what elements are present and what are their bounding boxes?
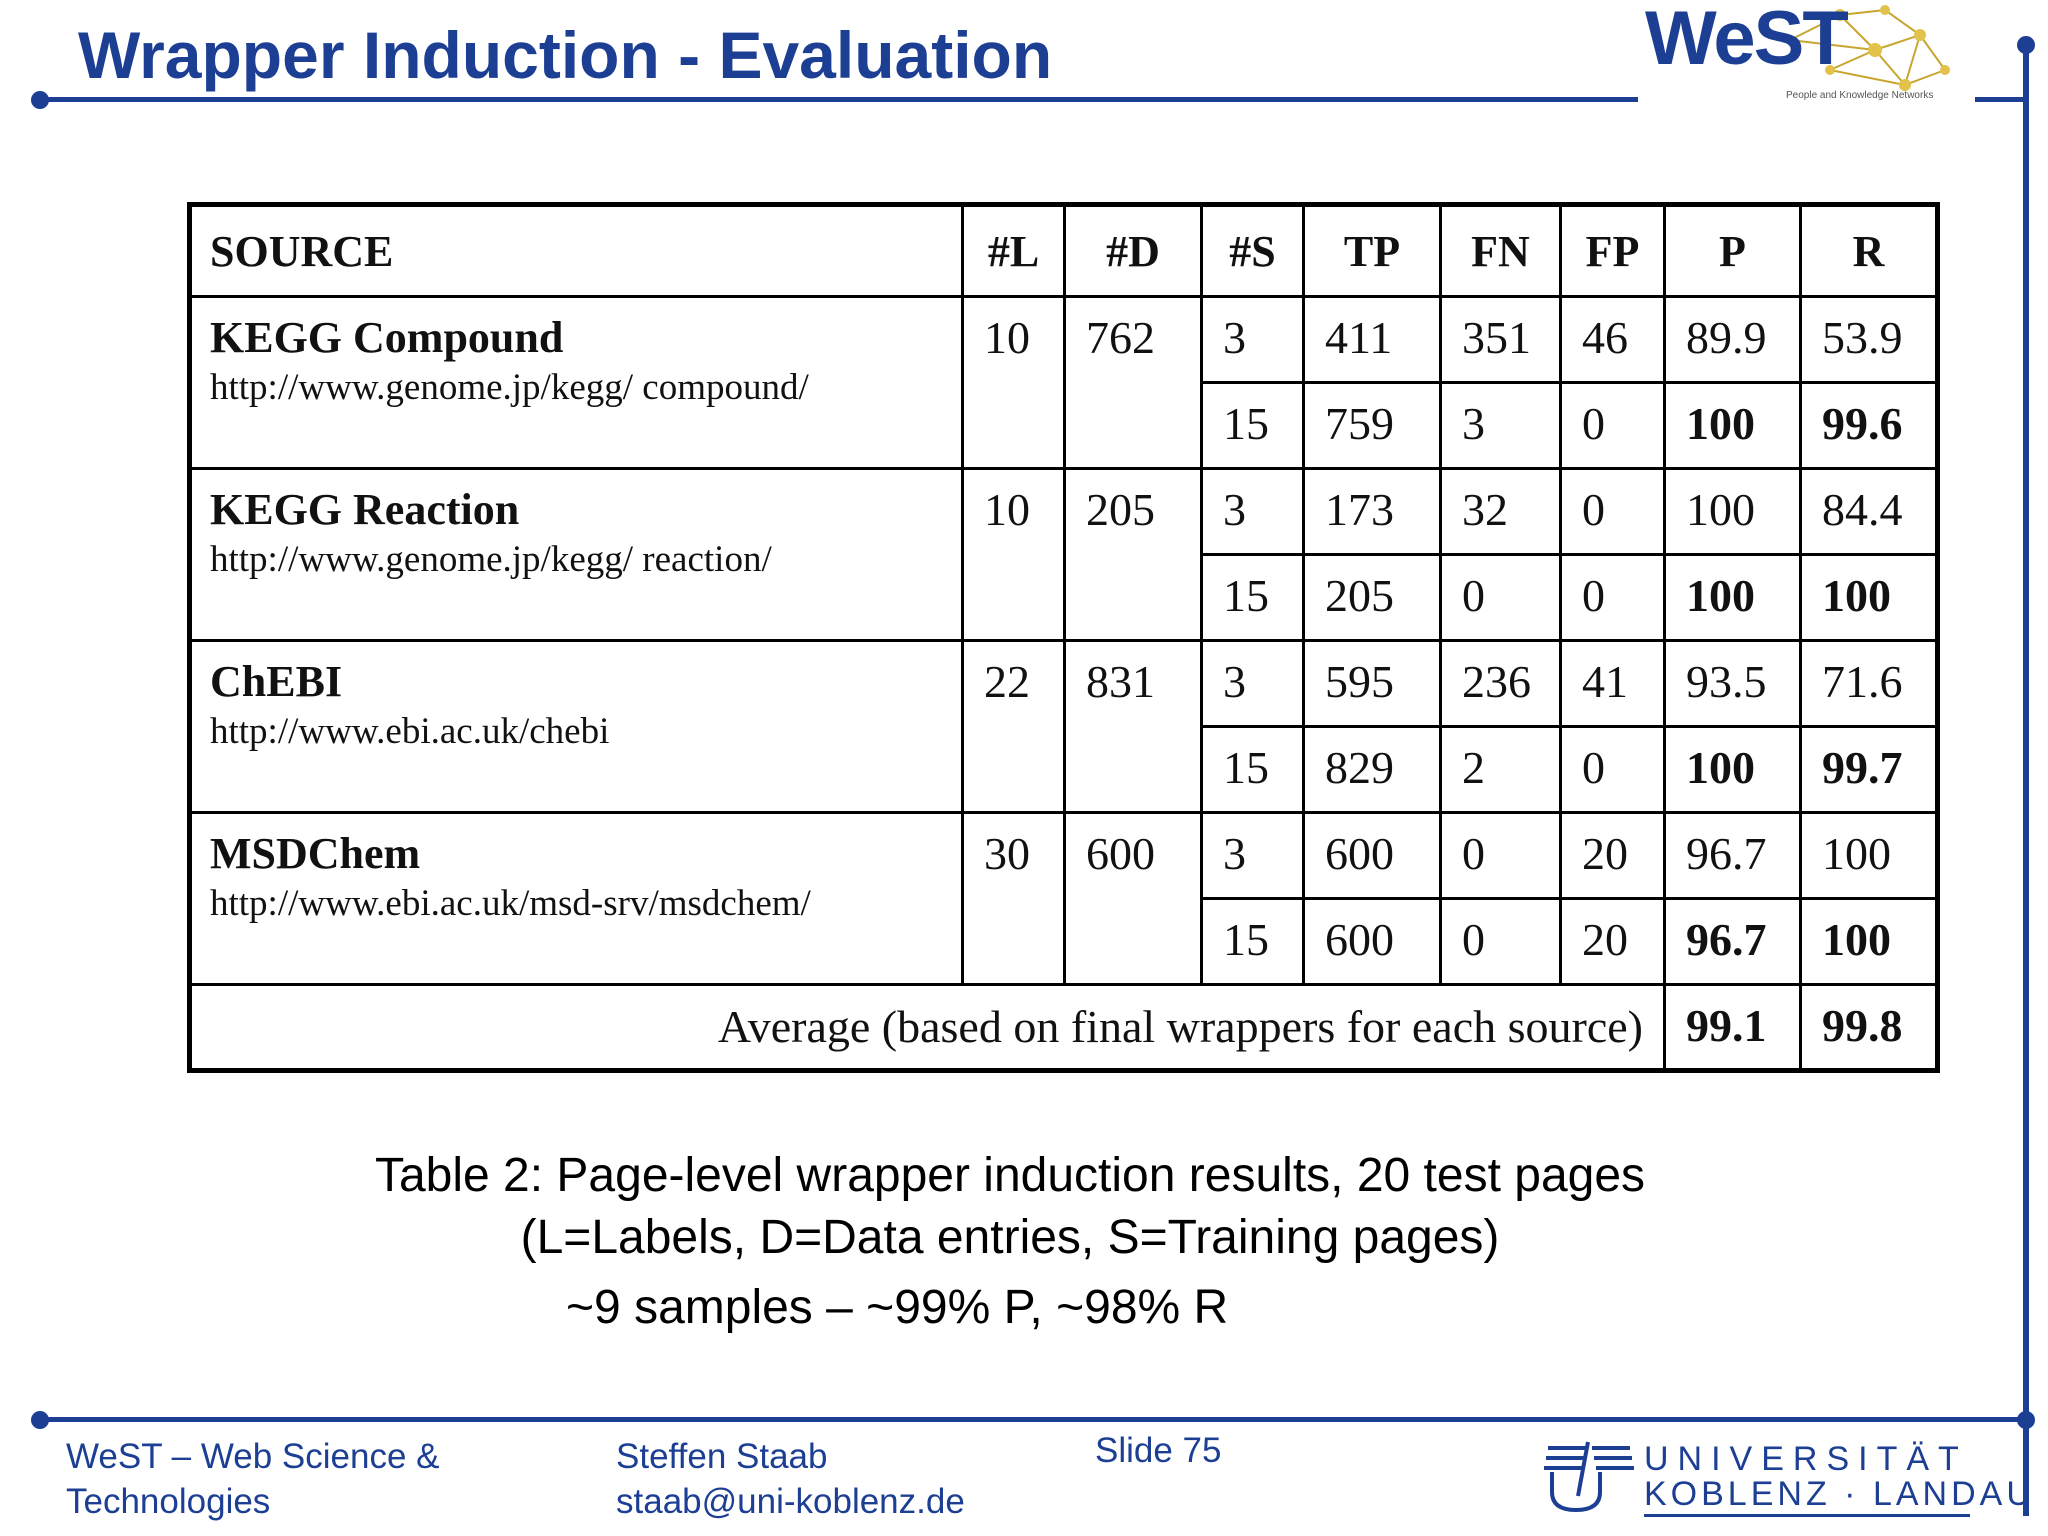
average-precision: 99.1 <box>1665 985 1801 1071</box>
university-name-line2 <box>1644 1474 2035 1514</box>
source-name: KEGG Compound <box>210 313 564 362</box>
fp-cell: 41 <box>1561 641 1665 727</box>
training-pages-cell: 3 <box>1202 297 1304 383</box>
tp-cell: 595 <box>1304 641 1441 727</box>
recall-cell: 100 <box>1801 555 1938 641</box>
source-cell <box>190 641 963 813</box>
fp-cell: 46 <box>1561 297 1665 383</box>
training-pages-cell: 15 <box>1202 383 1304 469</box>
source-url: http://www.ebi.ac.uk/chebi <box>210 711 610 752</box>
labels-cell: 10 <box>963 469 1065 641</box>
table-row <box>190 297 1938 383</box>
recall-cell: 99.6 <box>1801 383 1938 469</box>
footer-author: Steffen Staab <box>616 1437 828 1476</box>
precision-cell: 100 <box>1665 727 1801 813</box>
tp-cell: 829 <box>1304 727 1441 813</box>
header-precision: P <box>1665 205 1801 297</box>
source-cell <box>190 813 963 985</box>
footer-line-dot-left <box>31 1411 49 1429</box>
footer-line-dot-right <box>2017 1411 2035 1429</box>
precision-cell: 100 <box>1665 555 1801 641</box>
west-logo-subtitle: People and Knowledge Networks <box>1786 90 1934 101</box>
fn-cell: 0 <box>1441 555 1561 641</box>
university-city-landau: LANDAU <box>1872 1475 2035 1513</box>
recall-cell: 100 <box>1801 899 1938 985</box>
training-pages-cell: 3 <box>1202 469 1304 555</box>
tp-cell: 759 <box>1304 383 1441 469</box>
table-average-row <box>190 985 1938 1071</box>
data-entries-cell: 600 <box>1065 813 1202 985</box>
footer-email: staab@uni-koblenz.de <box>616 1482 965 1521</box>
header-labels: #L <box>963 205 1065 297</box>
fp-cell: 20 <box>1561 899 1665 985</box>
recall-cell: 53.9 <box>1801 297 1938 383</box>
source-name: MSDChem <box>210 829 421 878</box>
footer-org-line1: WeST – Web Science & <box>66 1437 440 1476</box>
precision-cell: 100 <box>1665 383 1801 469</box>
header-tp: TP <box>1304 205 1441 297</box>
tp-cell: 205 <box>1304 555 1441 641</box>
university-city-koblenz: KOBLENZ <box>1644 1475 1831 1513</box>
source-url: http://www.ebi.ac.uk/msd-srv/msdchem/ <box>210 883 811 924</box>
source-url: http://www.genome.jp/kegg/ reaction/ <box>210 539 772 580</box>
recall-cell: 99.7 <box>1801 727 1938 813</box>
fp-cell: 0 <box>1561 469 1665 555</box>
labels-cell: 10 <box>963 297 1065 469</box>
table-caption-line2: (L=Labels, D=Data entries, S=Training pages) <box>520 1211 1500 1264</box>
source-cell <box>190 469 963 641</box>
right-frame-line <box>2023 48 2029 1516</box>
training-pages-cell: 15 <box>1202 727 1304 813</box>
fp-cell: 0 <box>1561 383 1665 469</box>
labels-cell: 30 <box>963 813 1065 985</box>
fn-cell: 0 <box>1441 899 1561 985</box>
table-row <box>190 641 1938 727</box>
data-entries-cell: 831 <box>1065 641 1202 813</box>
labels-cell: 22 <box>963 641 1065 813</box>
recall-cell: 100 <box>1801 813 1938 899</box>
data-entries-cell: 205 <box>1065 469 1202 641</box>
data-entries-cell: 762 <box>1065 297 1202 469</box>
header-source: SOURCE <box>190 205 963 297</box>
footer-slide-number: Slide 75 <box>1095 1431 1222 1470</box>
university-name-line1: UNIVERSITÄT <box>1644 1440 1968 1478</box>
table-row <box>190 469 1938 555</box>
precision-cell: 96.7 <box>1665 899 1801 985</box>
average-label: Average (based on final wrappers for each source) <box>190 985 1665 1071</box>
footer-org-line2: Technologies <box>66 1482 271 1521</box>
source-cell <box>190 297 963 469</box>
training-pages-cell: 3 <box>1202 641 1304 727</box>
precision-cell: 96.7 <box>1665 813 1801 899</box>
university-emblem-icon <box>1538 1436 1638 1516</box>
footer-line <box>40 1417 2026 1422</box>
fp-cell: 0 <box>1561 555 1665 641</box>
west-logo-text: WeST <box>1645 0 1847 81</box>
results-table <box>187 202 1940 1073</box>
fp-cell: 20 <box>1561 813 1665 899</box>
source-name: ChEBI <box>210 657 343 706</box>
fn-cell: 351 <box>1441 297 1561 383</box>
title-underline-dot-left <box>31 91 49 109</box>
fn-cell: 0 <box>1441 813 1561 899</box>
right-frame-dot-top <box>2017 36 2035 54</box>
university-city-separator: · <box>1844 1475 1860 1513</box>
precision-cell: 93.5 <box>1665 641 1801 727</box>
average-recall: 99.8 <box>1801 985 1938 1071</box>
tp-cell: 600 <box>1304 813 1441 899</box>
precision-cell: 89.9 <box>1665 297 1801 383</box>
header-data-entries: #D <box>1065 205 1202 297</box>
tp-cell: 173 <box>1304 469 1441 555</box>
fn-cell: 2 <box>1441 727 1561 813</box>
table-header-row <box>190 205 1938 297</box>
precision-cell: 100 <box>1665 469 1801 555</box>
summary-note: ~9 samples – ~99% P, ~98% R <box>566 1281 1229 1334</box>
table-caption-line1: Table 2: Page-level wrapper induction results, 20 test pages <box>374 1149 1646 1202</box>
fp-cell: 0 <box>1561 727 1665 813</box>
header-fp: FP <box>1561 205 1665 297</box>
fn-cell: 3 <box>1441 383 1561 469</box>
title-underline <box>40 97 1638 102</box>
training-pages-cell: 3 <box>1202 813 1304 899</box>
header-training-pages: #S <box>1202 205 1304 297</box>
tp-cell: 600 <box>1304 899 1441 985</box>
fn-cell: 32 <box>1441 469 1561 555</box>
fn-cell: 236 <box>1441 641 1561 727</box>
source-name: KEGG Reaction <box>210 485 520 534</box>
table-row <box>190 813 1938 899</box>
right-frame-stub <box>1975 97 2029 102</box>
header-fn: FN <box>1441 205 1561 297</box>
slide-title: Wrapper Induction - Evaluation <box>78 18 1053 92</box>
tp-cell: 411 <box>1304 297 1441 383</box>
recall-cell: 84.4 <box>1801 469 1938 555</box>
university-underline <box>1644 1514 1970 1517</box>
training-pages-cell: 15 <box>1202 899 1304 985</box>
header-recall: R <box>1801 205 1938 297</box>
recall-cell: 71.6 <box>1801 641 1938 727</box>
source-url: http://www.genome.jp/kegg/ compound/ <box>210 367 809 408</box>
training-pages-cell: 15 <box>1202 555 1304 641</box>
